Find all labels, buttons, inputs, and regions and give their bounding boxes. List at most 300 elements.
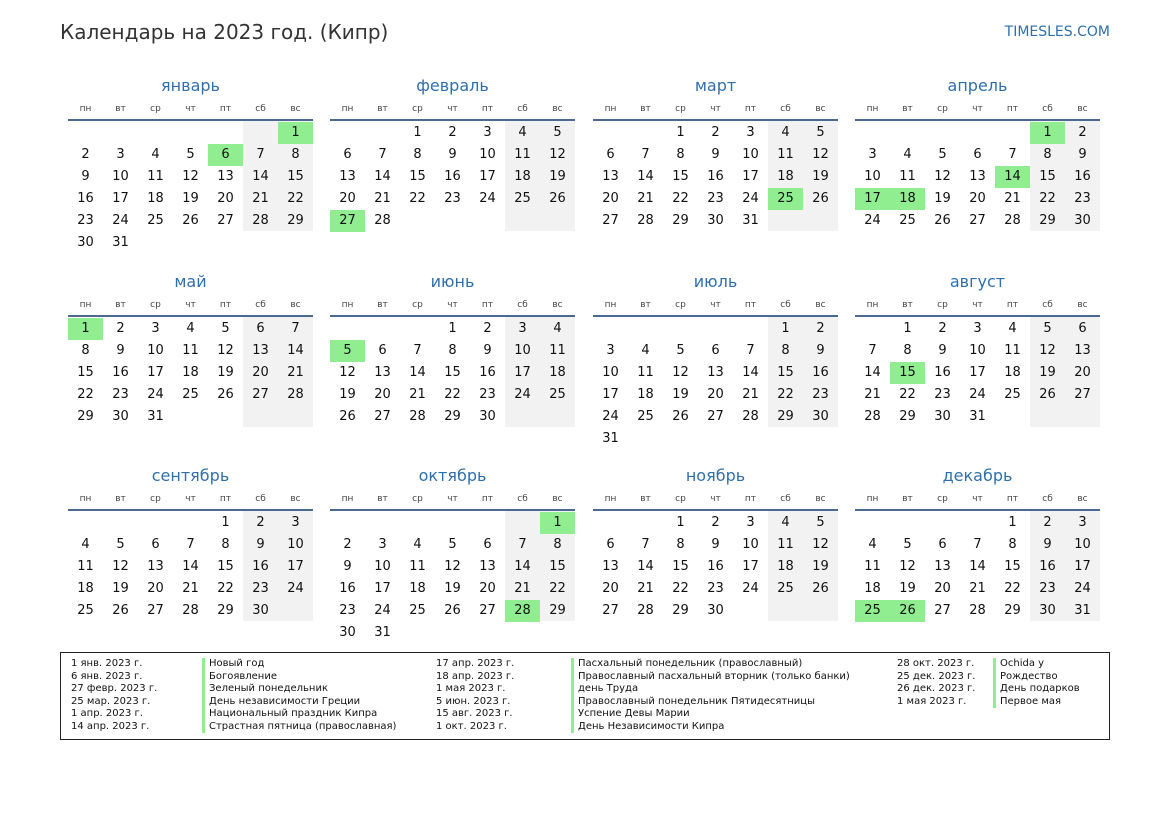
day-cell: 2	[816, 321, 825, 336]
day-cell: 16	[707, 169, 724, 184]
day-cell: 29	[77, 409, 94, 424]
day-cell: 6	[606, 537, 615, 552]
day-cell: 14	[637, 559, 654, 574]
weekday-label: вс	[290, 104, 301, 114]
weekday-label: пт	[219, 494, 232, 504]
day-cell: 17	[602, 387, 619, 402]
weekday-label: сб	[780, 300, 791, 310]
weekday-label: пт	[744, 104, 757, 114]
day-cell: 8	[676, 147, 685, 162]
day-cell: 1	[676, 125, 685, 140]
day-cell: 12	[339, 365, 356, 380]
day-cell: 10	[969, 343, 986, 358]
day-cell: 12	[672, 365, 689, 380]
weekday-label: вс	[552, 494, 563, 504]
weekday-label: вт	[640, 300, 651, 310]
legend-holiday-name: Рождество	[993, 671, 1080, 684]
day-cell: 18	[864, 581, 881, 596]
weekday-label: ср	[937, 300, 948, 310]
day-cell: 9	[256, 537, 265, 552]
day-cell: 23	[444, 191, 461, 206]
day-cell: 13	[374, 365, 391, 380]
day-cell: 21	[864, 387, 881, 402]
day-cell: 6	[711, 343, 720, 358]
legend-holiday-name: День подарков	[993, 683, 1080, 696]
month-block	[68, 74, 313, 259]
legend-holiday-name: Православный понедельник Пятидесятницы	[571, 696, 850, 709]
day-cell: 1	[448, 321, 457, 336]
day-cell: 6	[973, 147, 982, 162]
day-cell: 26	[182, 213, 199, 228]
weekday-label: чт	[185, 104, 196, 114]
day-cell: 27	[252, 387, 269, 402]
legend-date: 1 мая 2023 г.	[436, 683, 506, 694]
month-name: октябрь	[418, 466, 487, 485]
day-cell: 11	[549, 343, 566, 358]
weekday-label: пн	[79, 104, 92, 114]
day-cell: 24	[969, 387, 986, 402]
day-cell: 13	[934, 559, 951, 574]
day-cell: 14	[742, 365, 759, 380]
weekday-label: пт	[1006, 300, 1019, 310]
day-cell: 19	[812, 559, 829, 574]
day-cell: 19	[934, 191, 951, 206]
day-cell: 30	[1074, 213, 1091, 228]
weekday-label: сб	[1042, 300, 1053, 310]
day-cell: 16	[1074, 169, 1091, 184]
day-cell: 28	[1004, 213, 1021, 228]
day-cell: 8	[1008, 537, 1017, 552]
weekday-label: вт	[640, 104, 651, 114]
day-cell: 27	[602, 603, 619, 618]
month-name: март	[694, 76, 737, 95]
day-cell: 2	[1043, 515, 1052, 530]
day-cell: 10	[602, 365, 619, 380]
day-cell: 10	[864, 169, 881, 184]
day-cell: 5	[938, 147, 947, 162]
legend-date: 1 окт. 2023 г.	[436, 720, 507, 732]
legend-date: 14 апр. 2023 г.	[71, 720, 150, 732]
day-cell: 9	[1043, 537, 1052, 552]
weekday-label: чт	[972, 494, 983, 504]
day-cell: 7	[1008, 147, 1017, 162]
weekday-label: вт	[640, 494, 651, 504]
day-cell: 6	[256, 321, 265, 336]
day-cell: 1	[1008, 515, 1017, 530]
day-cell: 6	[483, 537, 492, 552]
day-cell: 24	[742, 191, 759, 206]
holiday-day-cell: 28	[505, 600, 540, 622]
day-cell: 19	[112, 581, 129, 596]
day-cell: 16	[252, 559, 269, 574]
day-cell: 21	[409, 387, 426, 402]
day-cell: 3	[378, 537, 387, 552]
day-cell: 8	[81, 343, 90, 358]
day-cell: 29	[899, 409, 916, 424]
day-cell: 3	[291, 515, 300, 530]
weekday-label: пн	[79, 494, 92, 504]
weekday-label: сб	[1042, 494, 1053, 504]
day-cell: 14	[514, 559, 531, 574]
month-block	[593, 74, 838, 259]
weekday-label: вс	[815, 300, 826, 310]
day-cell: 9	[938, 343, 947, 358]
legend-holiday-name: Пасхальный понедельник (православный)	[571, 658, 850, 671]
day-cell: 12	[812, 537, 829, 552]
day-cell: 30	[812, 409, 829, 424]
holiday-day-cell: 18	[890, 188, 925, 210]
day-cell: 31	[1074, 603, 1091, 618]
day-cell: 21	[374, 191, 391, 206]
day-cell: 26	[444, 603, 461, 618]
day-cell: 13	[147, 559, 164, 574]
day-cell: 31	[742, 213, 759, 228]
holiday-day-cell: 17	[855, 188, 890, 210]
day-cell: 12	[182, 169, 199, 184]
legend-holiday-name: День независимости Греции	[202, 696, 396, 709]
day-cell: 17	[742, 559, 759, 574]
day-cell: 11	[147, 169, 164, 184]
day-cell: 3	[151, 321, 160, 336]
day-cell: 31	[112, 235, 129, 250]
day-cell: 8	[781, 343, 790, 358]
weekday-label: сб	[1042, 104, 1053, 114]
day-cell: 8	[676, 537, 685, 552]
day-cell: 13	[602, 559, 619, 574]
day-cell: 29	[287, 213, 304, 228]
day-cell: 24	[147, 387, 164, 402]
day-cell: 15	[1004, 559, 1021, 574]
day-cell: 18	[777, 559, 794, 574]
day-cell: 28	[637, 213, 654, 228]
day-cell: 17	[374, 581, 391, 596]
day-cell: 14	[969, 559, 986, 574]
day-cell: 13	[479, 559, 496, 574]
holiday-day-cell: 14	[995, 166, 1030, 188]
header-rule	[593, 509, 838, 511]
month-block	[593, 270, 838, 455]
holiday-day-cell: 1	[1030, 122, 1065, 144]
day-cell: 9	[711, 537, 720, 552]
weekday-label: пн	[604, 104, 617, 114]
weekday-label: чт	[710, 300, 721, 310]
day-cell: 23	[1039, 581, 1056, 596]
calendar-grid	[68, 74, 1101, 644]
day-cell: 4	[518, 125, 527, 140]
weekday-label: пн	[341, 300, 354, 310]
day-cell: 16	[479, 365, 496, 380]
day-cell: 25	[1004, 387, 1021, 402]
legend-holiday-name: День Независимости Кипра	[571, 721, 850, 734]
day-cell: 20	[339, 191, 356, 206]
weekday-label: ср	[675, 494, 686, 504]
day-cell: 25	[409, 603, 426, 618]
day-cell: 11	[637, 365, 654, 380]
month-block	[330, 270, 575, 455]
day-cell: 4	[868, 537, 877, 552]
holiday-day-cell: 1	[278, 122, 313, 144]
day-cell: 29	[1039, 213, 1056, 228]
day-cell: 20	[479, 581, 496, 596]
brand-link[interactable]: TIMESLES.COM	[1004, 24, 1110, 40]
day-cell: 6	[378, 343, 387, 358]
legend-holiday-name: Зеленый понедельник	[202, 683, 396, 696]
day-cell: 29	[672, 213, 689, 228]
day-cell: 29	[777, 409, 794, 424]
weekday-label: сб	[517, 300, 528, 310]
weekday-label: вс	[290, 494, 301, 504]
day-cell: 4	[781, 515, 790, 530]
weekday-label: ср	[675, 104, 686, 114]
month-name: май	[174, 272, 207, 291]
day-cell: 5	[553, 125, 562, 140]
day-cell: 26	[672, 409, 689, 424]
day-cell: 16	[444, 169, 461, 184]
day-cell: 2	[116, 321, 125, 336]
day-cell: 8	[1043, 147, 1052, 162]
legend-holiday-name: Богоявление	[202, 671, 396, 684]
day-cell: 6	[1078, 321, 1087, 336]
day-cell: 26	[549, 191, 566, 206]
day-cell: 10	[742, 537, 759, 552]
day-cell: 29	[444, 409, 461, 424]
day-cell: 11	[864, 559, 881, 574]
day-cell: 7	[518, 537, 527, 552]
day-cell: 13	[339, 169, 356, 184]
weekday-label: вт	[902, 494, 913, 504]
weekday-label: чт	[447, 104, 458, 114]
day-cell: 20	[147, 581, 164, 596]
day-cell: 10	[147, 343, 164, 358]
day-cell: 22	[899, 387, 916, 402]
month-block	[855, 270, 1100, 455]
day-cell: 20	[602, 581, 619, 596]
day-cell: 21	[514, 581, 531, 596]
month-name: июль	[693, 272, 738, 291]
header-rule	[330, 315, 575, 317]
day-cell: 27	[374, 409, 391, 424]
weekday-label: вс	[552, 104, 563, 114]
day-cell: 21	[252, 191, 269, 206]
header-rule	[68, 509, 313, 511]
weekday-label: пт	[481, 104, 494, 114]
day-cell: 13	[252, 343, 269, 358]
legend-date: 27 февр. 2023 г.	[71, 683, 158, 694]
day-cell: 30	[1039, 603, 1056, 618]
day-cell: 17	[287, 559, 304, 574]
day-cell: 23	[479, 387, 496, 402]
holiday-day-cell: 26	[890, 600, 925, 622]
holiday-day-cell: 5	[330, 340, 365, 362]
day-cell: 8	[413, 147, 422, 162]
day-cell: 30	[339, 625, 356, 640]
day-cell: 7	[413, 343, 422, 358]
day-cell: 2	[1078, 125, 1087, 140]
day-cell: 26	[1039, 387, 1056, 402]
day-cell: 15	[409, 169, 426, 184]
day-cell: 27	[934, 603, 951, 618]
month-name: ноябрь	[685, 466, 746, 485]
weekday-label: сб	[255, 104, 266, 114]
day-cell: 10	[1074, 537, 1091, 552]
day-cell: 6	[151, 537, 160, 552]
day-cell: 19	[812, 169, 829, 184]
header-rule	[855, 315, 1100, 317]
weekday-label: вт	[115, 300, 126, 310]
day-cell: 5	[186, 147, 195, 162]
day-cell: 19	[339, 387, 356, 402]
weekday-label: вс	[1077, 494, 1088, 504]
day-cell: 13	[707, 365, 724, 380]
day-cell: 10	[287, 537, 304, 552]
day-cell: 19	[444, 581, 461, 596]
day-cell: 27	[479, 603, 496, 618]
header-rule	[855, 509, 1100, 511]
day-cell: 4	[81, 537, 90, 552]
day-cell: 30	[77, 235, 94, 250]
day-cell: 25	[899, 213, 916, 228]
day-cell: 23	[934, 387, 951, 402]
legend-holiday-name: Успение Девы Марии	[571, 708, 850, 721]
day-cell: 18	[777, 169, 794, 184]
day-cell: 21	[969, 581, 986, 596]
day-cell: 15	[777, 365, 794, 380]
day-cell: 7	[868, 343, 877, 358]
day-cell: 14	[252, 169, 269, 184]
day-cell: 28	[252, 213, 269, 228]
day-cell: 15	[1039, 169, 1056, 184]
weekday-label: пн	[866, 104, 879, 114]
day-cell: 11	[777, 147, 794, 162]
day-cell: 3	[518, 321, 527, 336]
day-cell: 26	[812, 191, 829, 206]
day-cell: 1	[221, 515, 230, 530]
day-cell: 16	[339, 581, 356, 596]
day-cell: 23	[812, 387, 829, 402]
day-cell: 8	[448, 343, 457, 358]
day-cell: 22	[672, 581, 689, 596]
weekday-label: вс	[290, 300, 301, 310]
day-cell: 14	[409, 365, 426, 380]
month-name: декабрь	[942, 466, 1013, 485]
legend-date: 1 апр. 2023 г.	[71, 708, 143, 719]
weekday-label: пт	[744, 494, 757, 504]
day-cell: 11	[514, 147, 531, 162]
day-cell: 21	[637, 191, 654, 206]
day-cell: 9	[1078, 147, 1087, 162]
day-cell: 16	[77, 191, 94, 206]
day-cell: 20	[217, 191, 234, 206]
weekday-label: чт	[447, 494, 458, 504]
day-cell: 29	[672, 603, 689, 618]
legend-date: 15 авг. 2023 г.	[436, 708, 513, 719]
weekday-label: сб	[517, 104, 528, 114]
day-cell: 7	[291, 321, 300, 336]
day-cell: 20	[374, 387, 391, 402]
day-cell: 22	[672, 191, 689, 206]
day-cell: 28	[182, 603, 199, 618]
day-cell: 25	[77, 603, 94, 618]
legend-holiday-name: Православный пасхальный вторник (только банки)	[571, 671, 850, 684]
day-cell: 18	[409, 581, 426, 596]
day-cell: 14	[287, 343, 304, 358]
day-cell: 13	[602, 169, 619, 184]
day-cell: 8	[291, 147, 300, 162]
day-cell: 4	[641, 343, 650, 358]
day-cell: 30	[252, 603, 269, 618]
day-cell: 7	[378, 147, 387, 162]
day-cell: 4	[151, 147, 160, 162]
day-cell: 27	[1074, 387, 1091, 402]
legend-dates-col-2	[436, 658, 514, 733]
weekday-label: ср	[937, 494, 948, 504]
holiday-day-cell: 6	[208, 144, 243, 166]
weekday-label: сб	[517, 494, 528, 504]
day-cell: 27	[969, 213, 986, 228]
weekday-label: вт	[902, 300, 913, 310]
page-title: Календарь на 2023 год. (Кипр)	[60, 20, 389, 44]
day-cell: 5	[816, 515, 825, 530]
day-cell: 18	[77, 581, 94, 596]
day-cell: 14	[864, 365, 881, 380]
day-cell: 30	[112, 409, 129, 424]
day-cell: 12	[812, 147, 829, 162]
day-cell: 16	[707, 559, 724, 574]
day-cell: 18	[147, 191, 164, 206]
day-cell: 19	[217, 365, 234, 380]
day-cell: 5	[903, 537, 912, 552]
day-cell: 21	[287, 365, 304, 380]
day-cell: 17	[479, 169, 496, 184]
day-cell: 11	[182, 343, 199, 358]
day-cell: 25	[637, 409, 654, 424]
day-cell: 15	[287, 169, 304, 184]
day-cell: 11	[899, 169, 916, 184]
legend-date: 28 окт. 2023 г.	[897, 658, 975, 669]
day-cell: 26	[217, 387, 234, 402]
weekday-label: ср	[412, 104, 423, 114]
legend-date: 17 апр. 2023 г.	[436, 658, 515, 669]
weekday-label: чт	[185, 300, 196, 310]
day-cell: 3	[746, 125, 755, 140]
day-cell: 15	[217, 559, 234, 574]
day-cell: 10	[479, 147, 496, 162]
month-block	[855, 464, 1100, 649]
day-cell: 16	[112, 365, 129, 380]
day-cell: 3	[868, 147, 877, 162]
day-cell: 24	[479, 191, 496, 206]
weekday-label: пн	[341, 104, 354, 114]
day-cell: 23	[1074, 191, 1091, 206]
weekday-label: пн	[866, 300, 879, 310]
day-cell: 22	[287, 191, 304, 206]
day-cell: 18	[182, 365, 199, 380]
day-cell: 12	[899, 559, 916, 574]
day-cell: 4	[781, 125, 790, 140]
day-cell: 8	[221, 537, 230, 552]
month-block	[593, 464, 838, 649]
weekday-label: пн	[341, 494, 354, 504]
weekday-label: сб	[780, 494, 791, 504]
day-cell: 6	[343, 147, 352, 162]
month-name: июнь	[430, 272, 475, 291]
day-cell: 18	[549, 365, 566, 380]
day-cell: 31	[602, 431, 619, 446]
legend-holiday-name: Первое мая	[993, 696, 1080, 709]
weekday-label: чт	[972, 104, 983, 114]
day-cell: 14	[374, 169, 391, 184]
legend-holiday-name: Ochida y	[993, 658, 1080, 671]
